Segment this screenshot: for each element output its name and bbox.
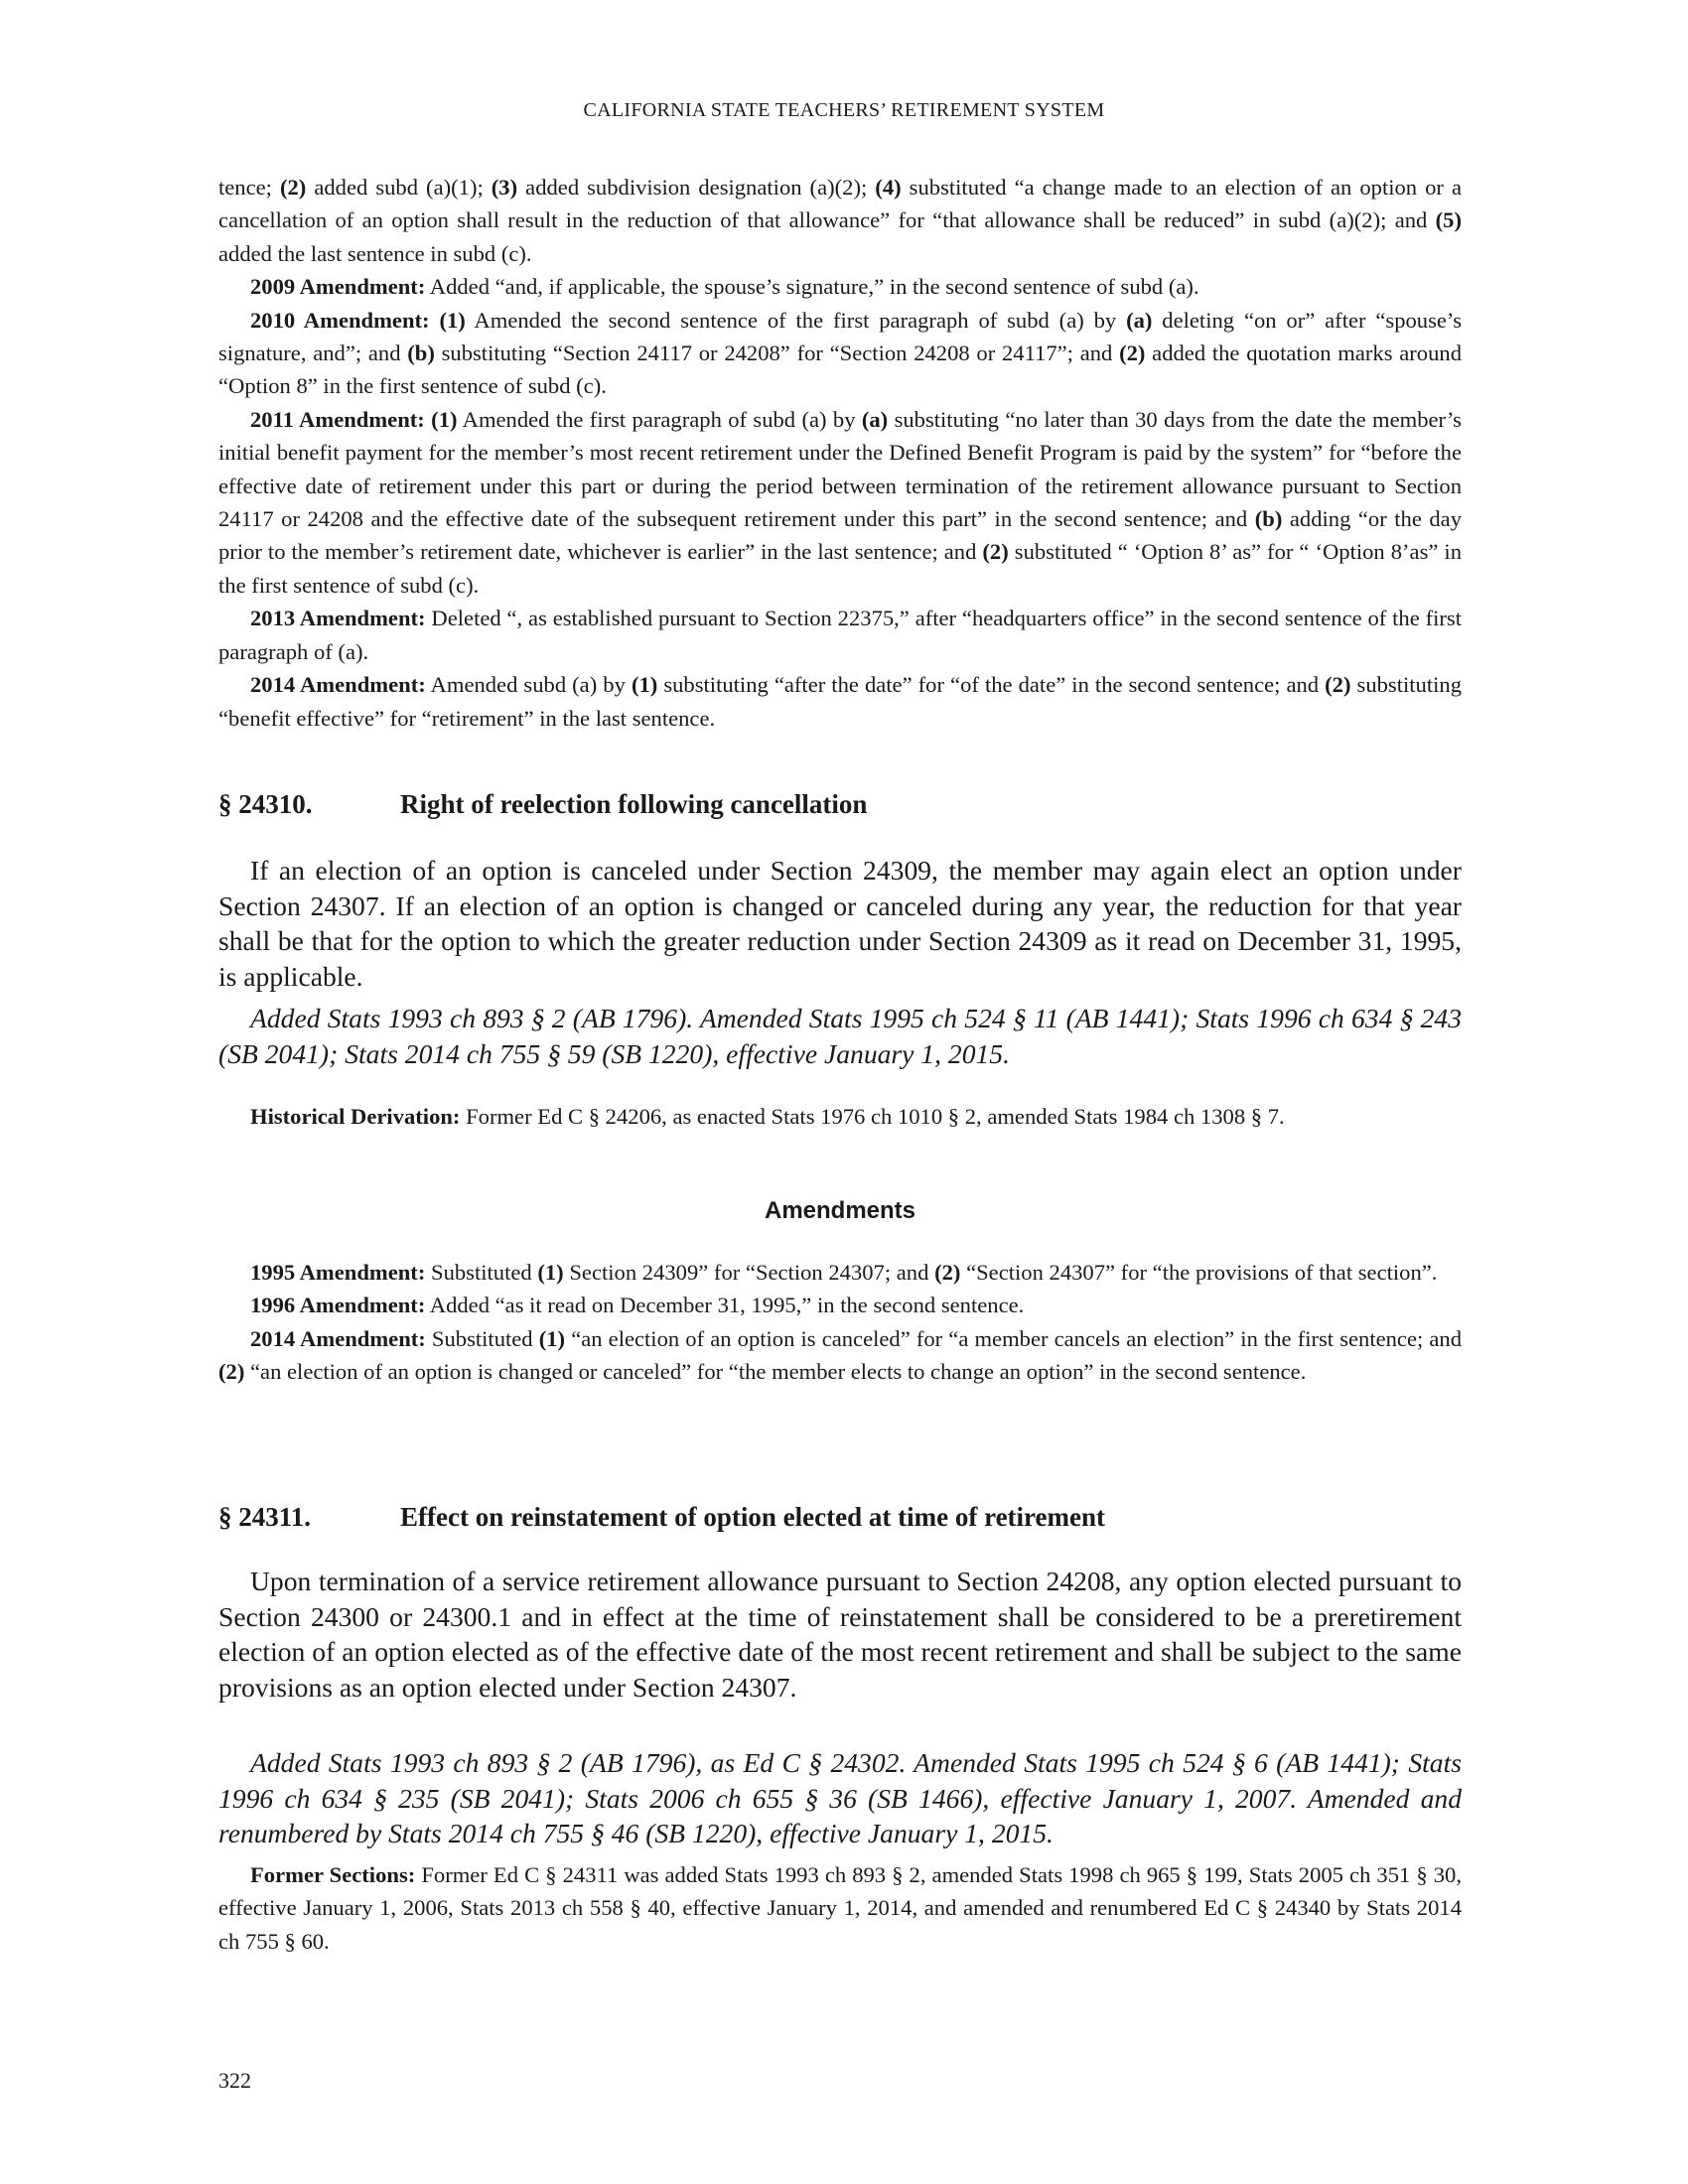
text-run (430, 308, 440, 333)
section-number: § 24311. (218, 1502, 312, 1532)
amendment-paragraph (218, 602, 1462, 668)
bold-run: (2) (1325, 672, 1351, 698)
text-run: Added “and, if applicable, the spouse’s signature,” in the second sentence of subd (a). (425, 274, 1199, 300)
historical-derivation (218, 1100, 1462, 1133)
amendment-paragraph (218, 304, 1462, 403)
text-run: added subdivision designation (a)(2); (517, 175, 876, 200)
text-run: added the quotation marks around “Option 8” in the first sentence of subd (c). (218, 341, 1462, 399)
section-number: § 24310. (218, 789, 313, 819)
text-run: “an election of an option is changed or canceled” for “the member elects to change an option” in the second sentence. (244, 1359, 1307, 1385)
text-run: Amended subd (a) by (425, 672, 632, 698)
section-heading-24311 (218, 1502, 1462, 1533)
bold-run: (2) (218, 1359, 245, 1385)
derivation-text: Former Ed C § 24206, as enacted Stats 1976 ch 1010 § 2, amended Stats 1984 ch 1308 § 7. (460, 1104, 1285, 1129)
bold-run: 2009 Amendment: (250, 274, 426, 300)
bold-run: 2014 Amendment: (250, 672, 426, 698)
bold-run: 1996 Amendment: (250, 1293, 426, 1318)
text-run: substituting “Section 24117 or 24208” for “Section 24208 or 24117”; and (434, 341, 1120, 366)
text-run: added the last sentence in subd (c). (218, 240, 532, 266)
history-note-24310: Added Stats 1993 ch 893 § 2 (AB 1796). Amended Stats 1995 ch 524 § 11 (AB 1441); Stats 1996 ch 634 § 243 (SB 2041); Stats 2014 ch 755 § 59 (SB 1220), effective January 1, 2015. (218, 1003, 1462, 1069)
text-run: Deleted “, as established pursuant to Section 22375,” after “headquarters office” in the second sentence of the first paragraph of (a). (218, 606, 1462, 664)
derivation-label: Historical Derivation: (250, 1104, 461, 1129)
continued-amendment-notes (218, 171, 1462, 735)
page-number: 322 (218, 2068, 251, 2093)
amendment-paragraph (218, 171, 1462, 270)
amendment-paragraph (218, 1256, 1462, 1289)
text-run: substituting “benefit effective” for “retirement” in the last sentence. (218, 672, 1462, 731)
text-run: Amended the first paragraph of subd (a) by (457, 406, 862, 432)
bold-run: (2) (279, 175, 307, 200)
section-body-24311: Upon termination of a service retirement allowance pursuant to Section 24208, any option elected pursuant to Section 24300 or 24300.1 and in effect at the time of reinstatement shall be considered to be a preretirement election of an option elected as of the effective date of the most recent retirement and shall be subject to the same provisions as an option elected under Section 24307. (218, 1566, 1462, 1703)
former-sections (218, 1858, 1462, 1958)
running-header: CALIFORNIA STATE TEACHERS’ RETIREMENT SYSTEM (583, 99, 1105, 121)
section-body-24310: If an election of an option is canceled under Section 24309, the member may again elect an option under Section 24307. If an election of an option is changed or canceled during any year, the reduction for that year shall be that for the option to which the greater reduction under Section 24309 as it read on December 31, 1995, is applicable. (218, 855, 1462, 992)
text-run: tence; (218, 175, 280, 200)
former-sections-label: Former Sections: (250, 1862, 416, 1887)
bold-run: (2) (1119, 341, 1146, 366)
text-run: substituted “a change made to an election of an option or a cancellation of an option shall result in the reduction of that allowance” for “that allowance shall be reduced” in subd (a)(2); and (218, 175, 1463, 233)
bold-run: 2013 Amendment: (250, 606, 426, 631)
section-heading-24310 (218, 789, 1462, 820)
bold-run: (1) (431, 406, 458, 432)
text-run: deleting “on or” after “spouse’s signature, and”; and (218, 307, 1462, 366)
text-run: “an election of an option is canceled” for “a member cancels an election” in the first sentence; and (565, 1325, 1462, 1351)
bold-run: 2011 Amendment: (250, 406, 425, 432)
amendments-list-24310 (218, 1256, 1462, 1389)
bold-run: (1) (631, 672, 658, 698)
amendments-heading: Amendments (764, 1197, 916, 1224)
text-run: Added “as it read on December 31, 1995,” in the second sentence. (425, 1293, 1025, 1318)
bold-run: (b) (1254, 506, 1283, 532)
bold-run: (4) (875, 175, 902, 200)
bold-run: (1) (439, 307, 466, 333)
text-run: Section 24309” for “Section 24307; and (563, 1260, 935, 1285)
bold-run: 2014 Amendment: (250, 1325, 426, 1351)
text-run: substituted “ ‘Option 8’ as” for “ ‘Option 8’as” in the first sentence of subd (c). (218, 539, 1462, 598)
text-run: substituting “after the date” for “of the date” in the second sentence; and (657, 672, 1326, 698)
text-run: added subd (a)(1); (306, 175, 492, 200)
text-run: Substituted (425, 1325, 539, 1351)
amendment-paragraph (218, 403, 1462, 602)
bold-run: (2) (934, 1260, 961, 1285)
amendment-paragraph (218, 668, 1462, 735)
amendment-paragraph (218, 1322, 1462, 1389)
section-title: Effect on reinstatement of option elected at time of retirement (400, 1502, 1106, 1532)
section-title: Right of reelection following cancellation (400, 789, 868, 819)
bold-run: (5) (1435, 207, 1462, 233)
bold-run: 1995 Amendment: (250, 1260, 426, 1285)
former-sections-text: Former Ed C § 24311 was added Stats 1993 ch 893 § 2, amended Stats 1998 ch 965 § 199, Stats 2005 ch 351 § 30, effective January 1, 2006, Stats 2013 ch 558 § 40, effective January 1, 2014, and amended and renumbered Ed C § 24340 by Stats 2014 ch 755 § 60. (218, 1862, 1463, 1954)
bold-run: (2) (982, 539, 1009, 565)
text-run: “Section 24307” for “the provisions of that section”. (960, 1260, 1438, 1285)
bold-run: (a) (861, 406, 889, 432)
bold-run: (1) (538, 1325, 566, 1351)
bold-run: (b) (407, 341, 435, 366)
bold-run: (a) (1126, 307, 1153, 333)
text-run: substituting “no later than 30 days from the date the member’s initial benefit payment for the member’s most recent retirement under the Defined Benefit Program is paid by the system” for “before the effective date of retirement under this part or during the period between termination of the retirement allowance pursuant to Section 24117 or 24208 and the effective date of the subsequent retirement under this part” in the second sentence; and (218, 406, 1462, 532)
bold-run: (1) (537, 1260, 564, 1285)
history-note-24311: Added Stats 1993 ch 893 § 2 (AB 1796), as Ed C § 24302. Amended Stats 1995 ch 524 § 6 (AB 1441); Stats 1996 ch 634 § 235 (SB 2041); Stats 2006 ch 655 § 36 (SB 1466), effective January 1, 2007. Amended and renumbered by Stats 2014 ch 755 § 46 (SB 1220), effective January 1, 2015. (218, 1747, 1462, 1849)
text-run: adding “or the day prior to the member’s retirement date, whichever is earlier” in the last sentence; and (218, 506, 1462, 565)
amendment-paragraph (218, 1289, 1462, 1321)
bold-run: 2010 Amendment: (250, 307, 430, 333)
text-run: Amended the second sentence of the first paragraph of subd (a) by (465, 307, 1127, 333)
bold-run: (3) (491, 175, 518, 200)
amendment-paragraph (218, 270, 1462, 303)
text-run: Substituted (425, 1260, 538, 1285)
